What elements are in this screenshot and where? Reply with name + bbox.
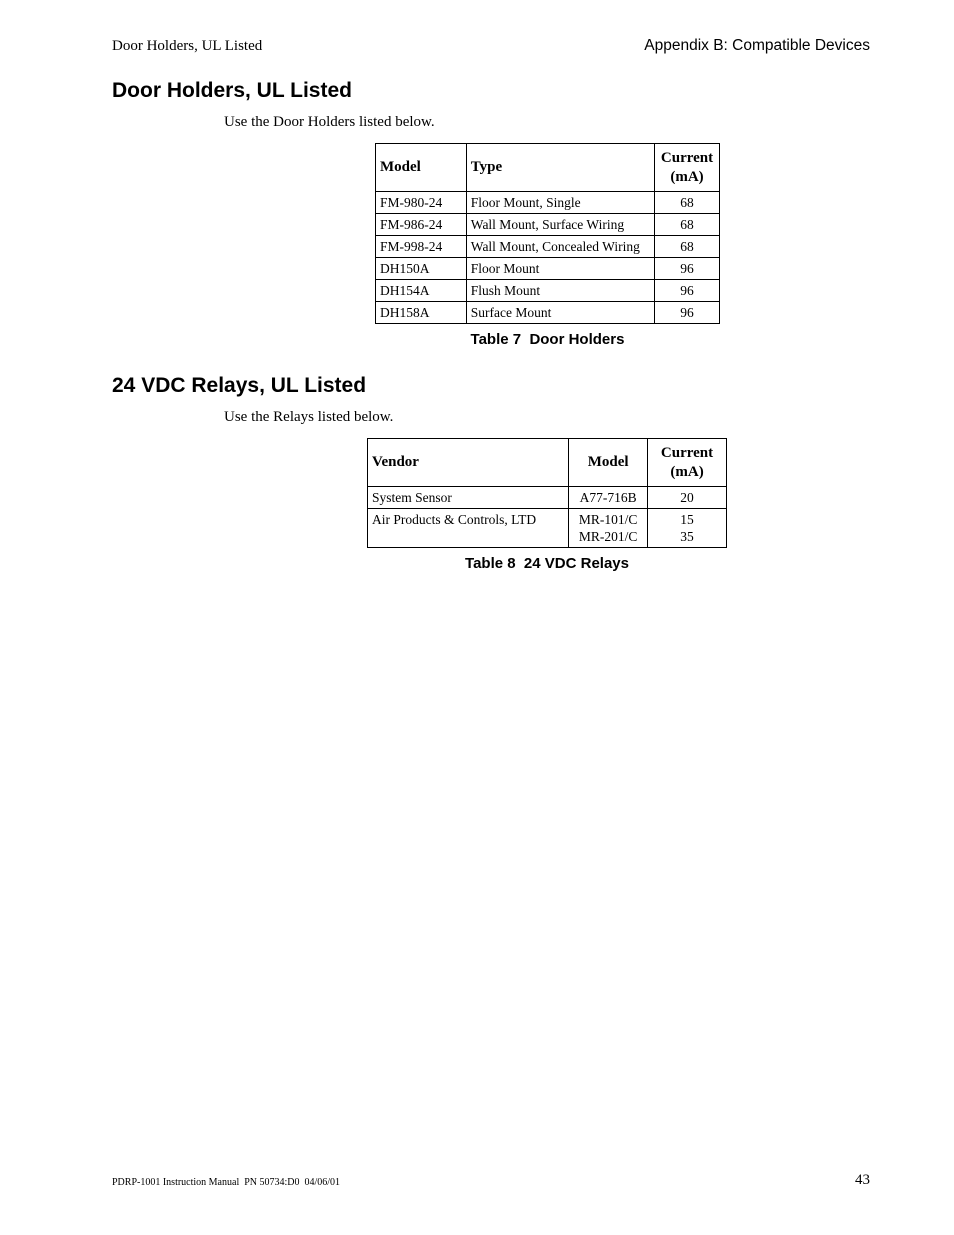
table-header-row bbox=[368, 439, 727, 487]
relays-caption: Table 8 24 VDC Relays bbox=[465, 555, 629, 572]
page-number: 43 bbox=[855, 1172, 870, 1188]
column-header-current-line1: Current bbox=[660, 444, 714, 461]
cell-model: DH154A bbox=[376, 280, 467, 302]
cell-model: FM-998-24 bbox=[376, 236, 467, 258]
cell-type: Surface Mount bbox=[466, 302, 654, 324]
door-holders-table bbox=[375, 143, 720, 324]
relays-table bbox=[367, 438, 727, 548]
cell-type: Floor Mount, Single bbox=[466, 192, 654, 214]
table-row bbox=[376, 192, 720, 214]
cell-current: 96 bbox=[655, 258, 720, 280]
table-header-row bbox=[376, 144, 720, 192]
cell-current: 68 bbox=[655, 236, 720, 258]
cell-current: 96 bbox=[655, 280, 720, 302]
table-row bbox=[368, 487, 727, 509]
column-header-model: Model bbox=[376, 144, 467, 192]
column-header-type: Type bbox=[466, 144, 654, 192]
door-holders-intro: Use the Door Holders listed below. bbox=[224, 114, 435, 130]
cell-model bbox=[569, 509, 648, 548]
column-header-current-line2: (mA) bbox=[670, 168, 704, 185]
cell-current: 96 bbox=[655, 302, 720, 324]
table-row bbox=[376, 258, 720, 280]
column-header-current bbox=[648, 439, 727, 487]
cell-model: A77-716B bbox=[569, 487, 648, 509]
column-header-vendor: Vendor bbox=[368, 439, 569, 487]
table-row bbox=[376, 236, 720, 258]
table-row bbox=[376, 302, 720, 324]
cell-model-line: MR-201/C bbox=[578, 529, 638, 544]
column-header-current-line1: Current bbox=[660, 149, 714, 166]
running-header-left: Door Holders, UL Listed bbox=[112, 38, 263, 54]
relays-heading: 24 VDC Relays, UL Listed bbox=[112, 374, 367, 397]
cell-current: 20 bbox=[648, 487, 727, 509]
table-row bbox=[368, 509, 727, 548]
cell-current bbox=[648, 509, 727, 548]
cell-current: 68 bbox=[655, 214, 720, 236]
cell-model: FM-986-24 bbox=[376, 214, 467, 236]
cell-type: Wall Mount, Surface Wiring bbox=[466, 214, 654, 236]
column-header-current-line2: (mA) bbox=[670, 463, 704, 480]
table-row bbox=[376, 214, 720, 236]
cell-current: 68 bbox=[655, 192, 720, 214]
cell-vendor: System Sensor bbox=[368, 487, 569, 509]
cell-type: Flush Mount bbox=[466, 280, 654, 302]
cell-type: Floor Mount bbox=[466, 258, 654, 280]
cell-type: Wall Mount, Concealed Wiring bbox=[466, 236, 654, 258]
column-header-current bbox=[655, 144, 720, 192]
cell-model: DH158A bbox=[376, 302, 467, 324]
running-header-right: Appendix B: Compatible Devices bbox=[644, 37, 870, 54]
relays-intro: Use the Relays listed below. bbox=[224, 409, 394, 425]
footer-manual-info: PDRP-1001 Instruction Manual PN 50734:D0 04/06/01 bbox=[112, 1177, 341, 1188]
cell-model: FM-980-24 bbox=[376, 192, 467, 214]
table-row bbox=[376, 280, 720, 302]
cell-vendor: Air Products & Controls, LTD bbox=[368, 509, 569, 548]
cell-model: DH150A bbox=[376, 258, 467, 280]
door-holders-heading: Door Holders, UL Listed bbox=[112, 79, 352, 102]
door-holders-caption: Table 7 Door Holders bbox=[470, 331, 625, 348]
column-header-model: Model bbox=[569, 439, 648, 487]
cell-current-line: 35 bbox=[680, 529, 694, 544]
cell-current-line: 15 bbox=[680, 512, 694, 527]
cell-model-line: MR-101/C bbox=[578, 512, 638, 527]
